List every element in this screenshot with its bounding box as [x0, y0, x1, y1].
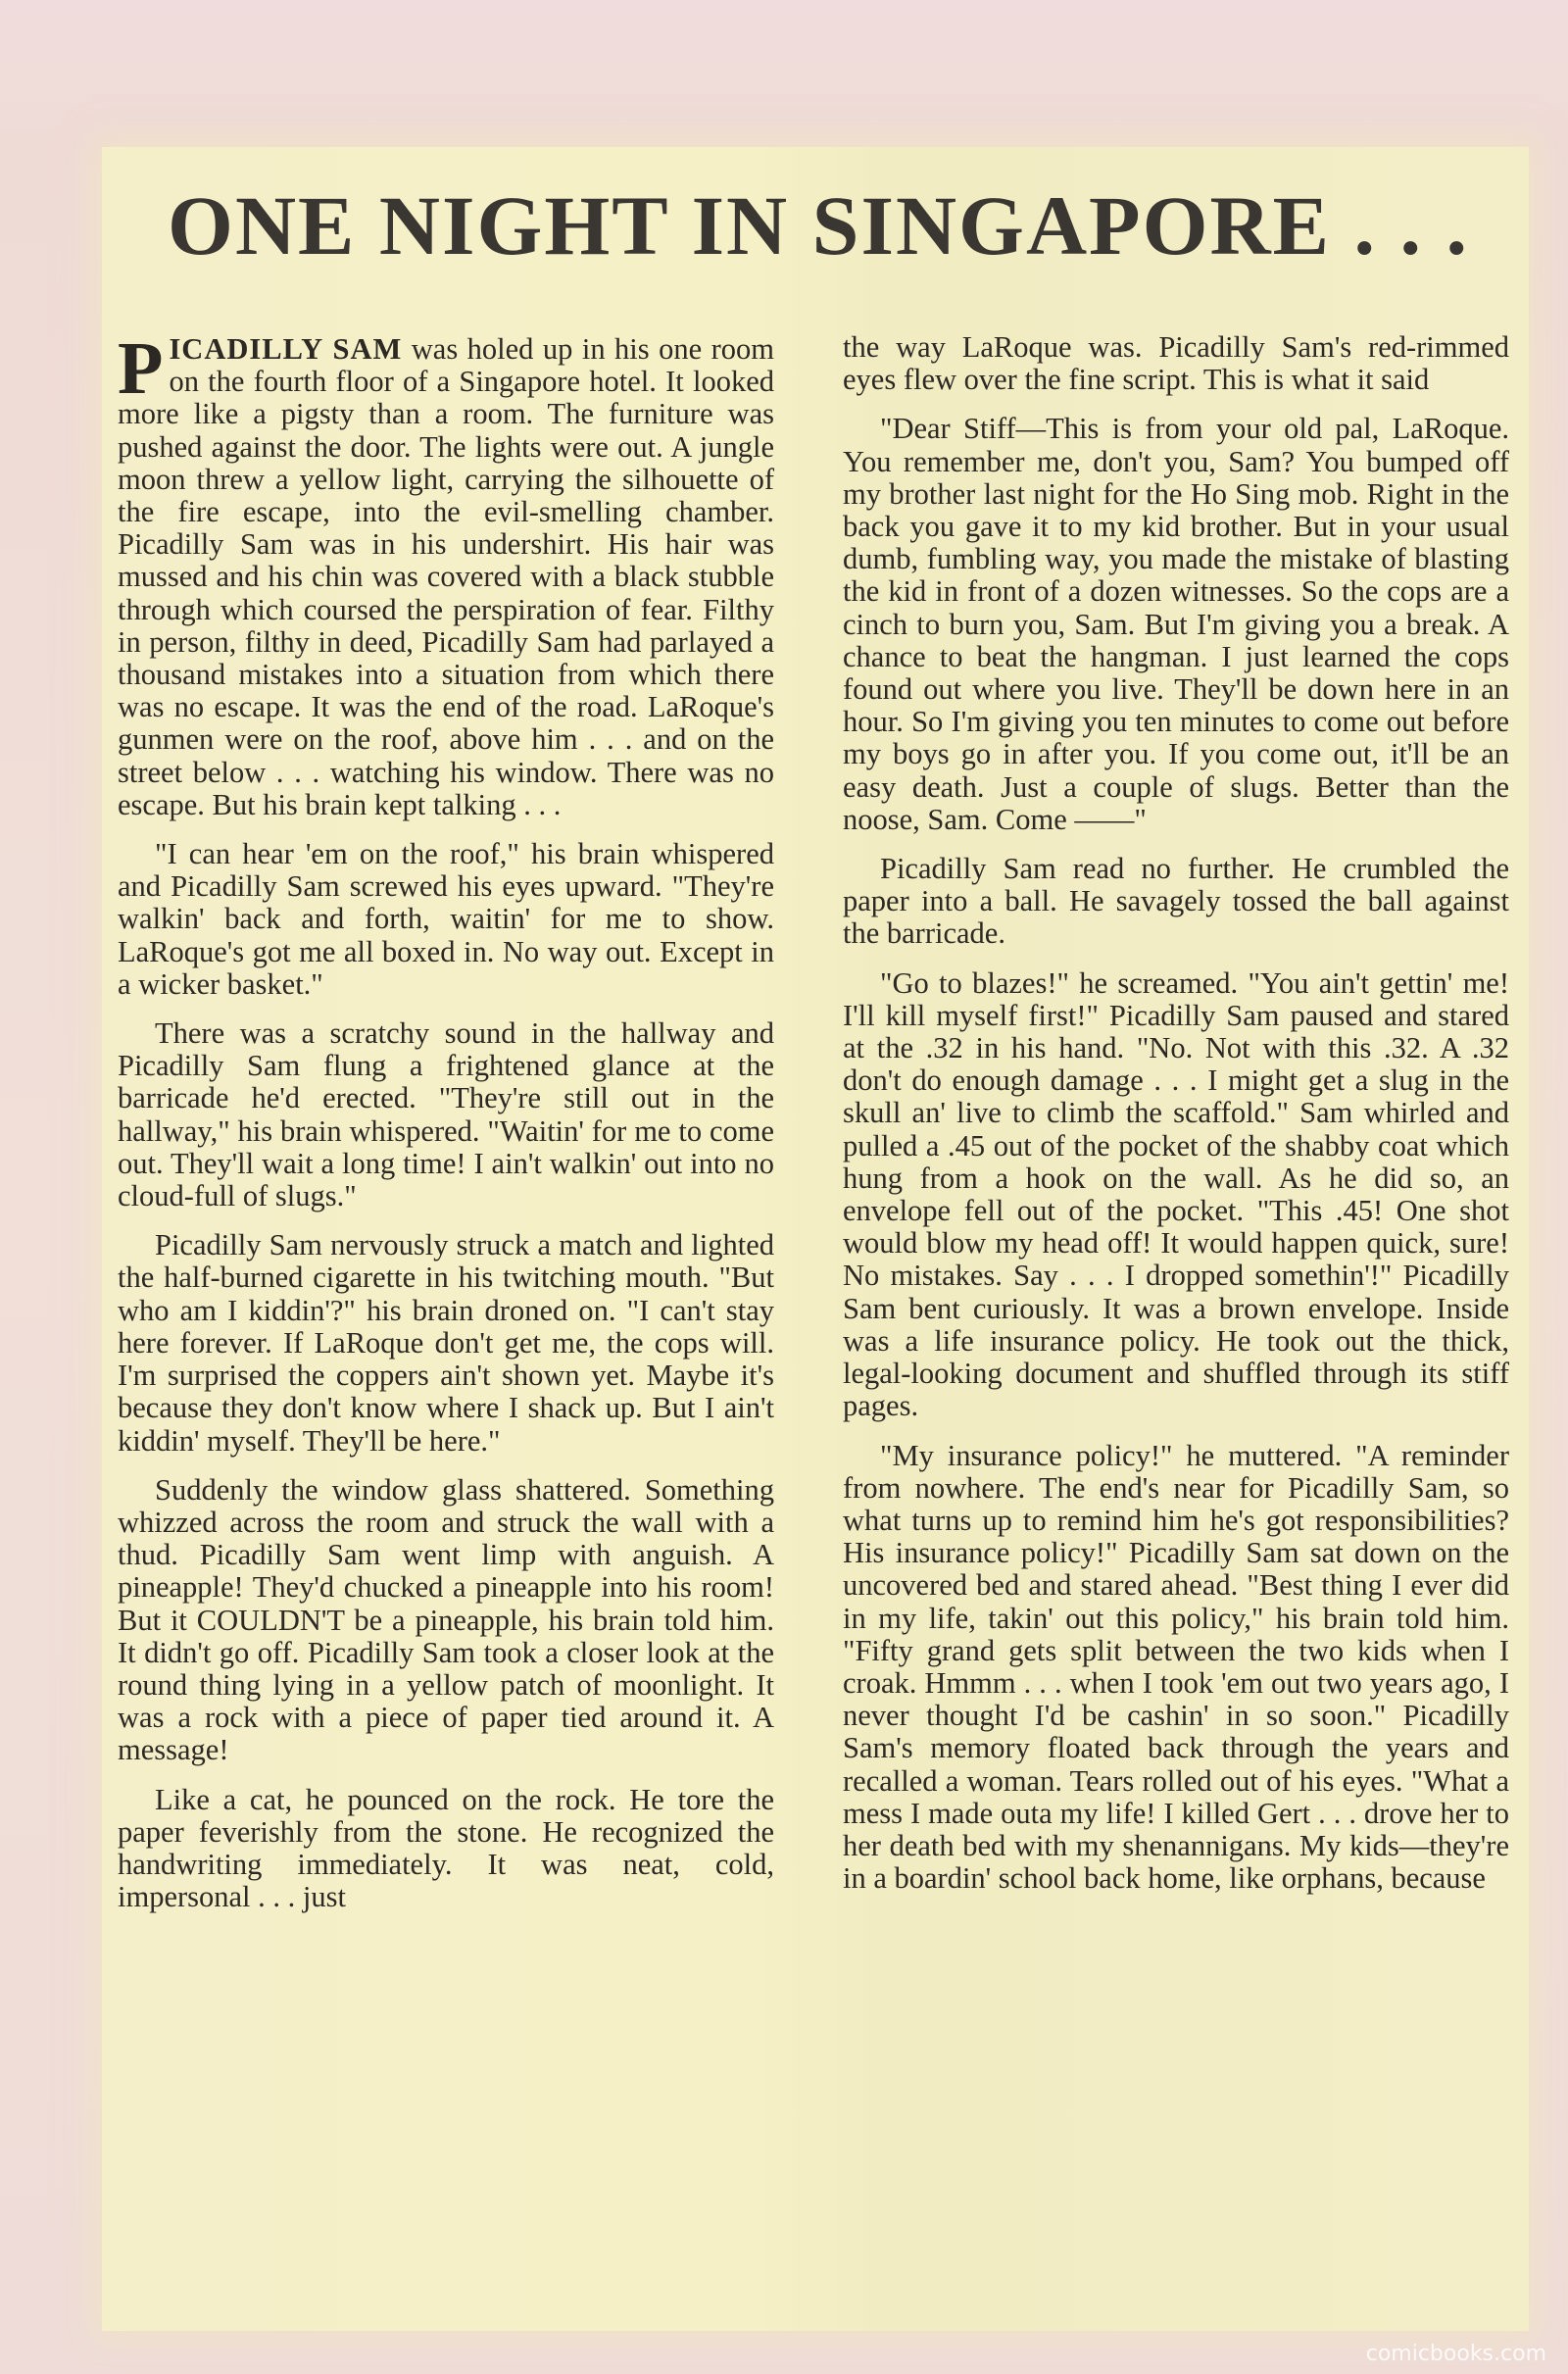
paragraph: Picadilly Sam read no further. He crumbled the paper into a ball. He savagely tossed the ball against the barricade. [843, 852, 1509, 951]
paragraph: There was a scratchy sound in the hallway and Picadilly Sam flung a frightened glance at the barricade he'd erected. "They're still out in the hallway," his brain whispered. "Waitin' for me to come out. They'll wait a long time! I ain't walkin' out into no cloud-full of slugs." [118, 1016, 774, 1213]
drop-cap: P [118, 327, 164, 410]
lead-in: ICADILLY SAM [169, 332, 403, 366]
paragraph: "My insurance policy!" he muttered. "A reminder from nowhere. The end's near for Picadilly Sam, so what turns up to remind him he's got responsibilities? His insurance policy!" Picadilly Sam sat down on the uncovered bed and stared ahead. "Best thing I ever did in my life, takin' out this policy," his brain told him. "Fifty grand gets split between the two kids when I croak. Hmmm . . . when I took 'em out two years ago, I never thought I'd be cashin' in so soon." Picadilly Sam's memory floated back through the years and recalled a woman. Tears rolled out of his eyes. "What a mess I made outa my life! I killed Gert . . . drove her to her death bed with my shenannigans. My kids—they're in a boardin' school back home, like orphans, because [843, 1438, 1509, 1896]
paragraph: the way LaRoque was. Picadilly Sam's red-rimmed eyes flew over the fine script. This is what it said [843, 330, 1509, 397]
paragraph: Suddenly the window glass shattered. Something whizzed across the room and struck the wall with a thud. Picadilly Sam went limp with anguish. A pineapple! They'd chucked a pineapple into his room! But it COULDN'T be a pineapple, his brain told him. It didn't go off. Picadilly Sam took a closer look at the round thing lying in a yellow patch of moonlight. It was a rock with a piece of paper tied around it. A message! [118, 1472, 774, 1767]
right-column [843, 331, 1509, 1911]
paragraph [118, 327, 774, 821]
paragraph: Like a cat, he pounced on the rock. He tore the paper feverishly from the stone. He recognized the handwriting immediately. It was neat, cold, impersonal . . . just [118, 1782, 774, 1914]
watermark: comicbooks.com [1365, 2342, 1546, 2366]
paragraph: "Dear Stiff—This is from your old pal, LaRoque. You remember me, don't you, Sam? You bumped off my brother last night for the Ho Sing mob. Right in the back you gave it to my kid brother. But in your usual dumb, fumbling way, you made the mistake of blasting the kid in front of a dozen witnesses. So the cops are a cinch to burn you, Sam. But I'm giving you a break. A chance to beat the hangman. I just learned the cops found out where you live. They'll be down here in an hour. So I'm giving you ten minutes to come out before my boys go in after you. If you come out, it'll be an easy death. Just a couple of slugs. Better than the noose, Sam. Come ——" [843, 412, 1509, 836]
paragraph: "I can hear 'em on the roof," his brain whispered and Picadilly Sam screwed his eyes upward. "They're walkin' back and forth, waitin' for me to show. LaRoque's got me all boxed in. No way out. Except in a wicker basket." [118, 837, 774, 1001]
paragraph-text: was holed up in his one room on the fourth floor of a Singapore hotel. It looked more like a pigsty than a room. The furniture was pushed against the door. The lights were out. A jungle moon threw a yellow light, carrying the silhouette of the fire escape, into the evil-smelling chamber. Picadilly Sam was in his undershirt. His hair was mussed and his chin was covered with a black stubble through which coursed the perspiration of fear. Filthy in person, filthy in deed, Picadilly Sam had parlayed a thousand mistakes into a situation from which there was no escape. It was the end of the road. LaRoque's gunmen were on the roof, above him . . . and on the street below . . . watching his window. There was no escape. But his brain kept talking . . . [118, 332, 774, 821]
paragraph: "Go to blazes!" he screamed. "You ain't gettin' me! I'll kill myself first!" Picadilly Sam paused and stared at the .32 in his hand. "No. Not with this .32. A .32 don't do enough damage . . . I might get a slug in the skull an' live to climb the scaffold." Sam whirled and pulled a .45 out of the pocket of the shabby coat which hung from a hook on the wall. As he did so, an envelope fell out of the pocket. "This .45! One shot would blow my head off! It would happen quick, sure! No mistakes. Say . . . I dropped somethin'!" Picadilly Sam bent curiously. It was a brown envelope. Inside was a life insurance policy. He took out the thick, legal-looking document and shuffled through its stiff pages. [843, 965, 1509, 1423]
story-title: ONE NIGHT IN SINGAPORE . . . [168, 178, 1469, 272]
paragraph: Picadilly Sam nervously struck a match and lighted the half-burned cigarette in his twitching mouth. "But who am I kiddin'?" his brain droned on. "I can't stay here forever. If LaRoque don't get me, the cops will. I'm surprised the coppers ain't shown yet. Maybe it's because they don't know where I shack up. But I ain't kiddin' myself. They'll be here." [118, 1228, 774, 1458]
left-column [118, 327, 774, 1930]
